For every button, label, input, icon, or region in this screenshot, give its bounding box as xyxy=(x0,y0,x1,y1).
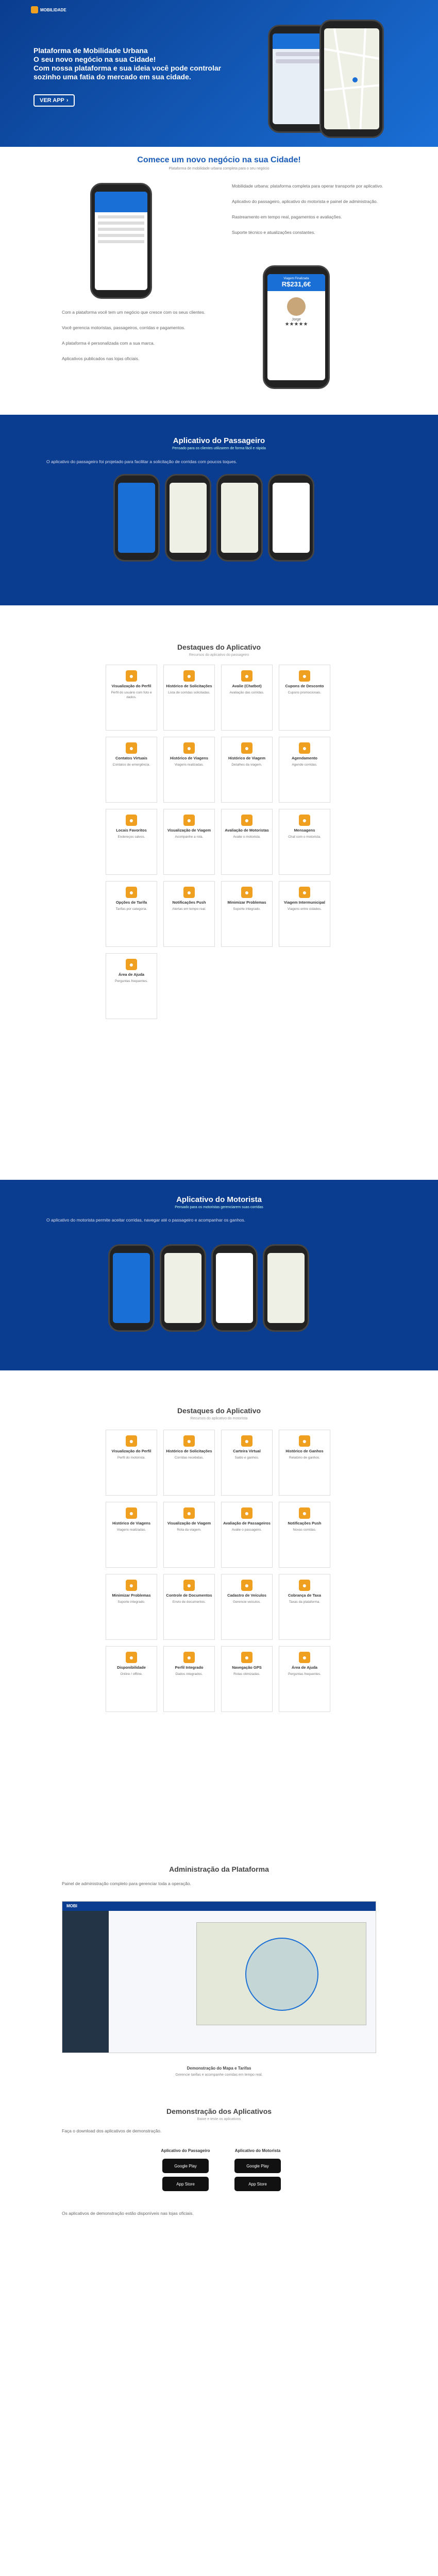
feature-title: Cadastro de Veículos xyxy=(227,1593,266,1598)
driver-phone-3 xyxy=(211,1244,258,1332)
money-icon: ● xyxy=(126,887,137,898)
feature-desc: Cupons promocionais. xyxy=(288,691,322,694)
feature-desc: Relatório de ganhos. xyxy=(289,1456,320,1460)
rating-icon: ● xyxy=(241,815,252,826)
feature-title: Mensagens xyxy=(294,828,315,833)
doc-icon: ● xyxy=(183,1580,195,1591)
feature-title: Visualização de Viagem xyxy=(167,828,211,833)
passenger-feature-card xyxy=(221,809,273,875)
intro-right-p0: Mobilidade urbana: plataforma completa para operar transporte por aplicativo. xyxy=(232,183,383,189)
feature-desc: Perguntas frequentes. xyxy=(288,1672,321,1676)
driver-feature-card xyxy=(163,1502,215,1568)
feature-desc: Online / offline. xyxy=(120,1672,143,1676)
passenger-phone-2 xyxy=(165,474,211,562)
passenger-feature-card xyxy=(163,665,215,731)
driver-google-play-button[interactable]: Google Play xyxy=(234,2159,281,2173)
intro-left-p2: A plataforma é personalizada com a sua marca. xyxy=(62,341,155,346)
features-d-subtitle: Recursos do aplicativo do motorista xyxy=(190,1417,248,1420)
driver-feature-card xyxy=(221,1646,273,1712)
feature-title: Opções de Tarifa xyxy=(115,900,147,905)
driver-phone-1 xyxy=(108,1244,155,1332)
features-p-subtitle: Recursos do aplicativo do passageiro xyxy=(189,653,249,657)
help-icon: ● xyxy=(126,959,137,970)
intro-phone-right xyxy=(263,265,330,389)
driver-paragraph: O aplicativo do motorista permite aceitar corridas, navegar até o passageiro e acompanhar os ganhos. xyxy=(46,1217,246,1223)
driver-phone-2 xyxy=(160,1244,206,1332)
feature-title: Perfil Integrado xyxy=(175,1665,204,1670)
feature-title: Agendamento xyxy=(291,756,317,760)
demo-title: Demonstração dos Aplicativos xyxy=(166,2107,272,2115)
feature-title: Área de Ajuda xyxy=(118,972,145,977)
feature-desc: Perguntas frequentes. xyxy=(115,979,148,983)
help-icon: ● xyxy=(299,1652,310,1663)
admin-sidebar xyxy=(62,1911,109,2053)
link-icon: ● xyxy=(183,1652,195,1663)
tool-icon: ● xyxy=(241,887,252,898)
avatar xyxy=(287,297,306,316)
hero-phone-front xyxy=(319,20,384,138)
driver-name: Jorge xyxy=(292,318,301,321)
car-icon: ● xyxy=(241,1580,252,1591)
feature-desc: Viagens entre cidades. xyxy=(287,907,322,911)
feature-title: Histórico de Viagens xyxy=(170,756,209,760)
list-icon: ● xyxy=(183,1435,195,1447)
demo-driver-label: Aplicativo do Motorista xyxy=(234,2148,281,2153)
feature-desc: Avalie o passageiro. xyxy=(231,1528,262,1532)
passenger-title: Aplicativo do Passageiro xyxy=(173,436,265,445)
admin-map xyxy=(196,1922,366,2025)
passenger-feature-card xyxy=(221,881,273,947)
feature-desc: Dados integrados. xyxy=(175,1672,203,1676)
driver-feature-card xyxy=(163,1430,215,1496)
bell-icon: ● xyxy=(183,887,195,898)
feature-title: Notificações Push xyxy=(288,1521,322,1526)
driver-feature-card xyxy=(106,1430,157,1496)
feature-desc: Suporte integrado. xyxy=(117,1600,145,1604)
intro-left-p0: Com a plataforma você tem um negócio que cresce com os seus clientes. xyxy=(62,310,206,315)
driver-app-store-button[interactable]: App Store xyxy=(234,2177,281,2191)
route-icon: ● xyxy=(183,1507,195,1519)
star-icon: ● xyxy=(126,815,137,826)
passenger-subtitle: Pensado para os clientes utilizarem de forma fácil e rápida xyxy=(172,447,266,450)
intro-title: Comece um novo negócio na sua Cidade! xyxy=(137,156,301,164)
gps-icon: ● xyxy=(241,1652,252,1663)
passenger-feature-card xyxy=(279,809,330,875)
passenger-section xyxy=(0,415,438,605)
driver-feature-card xyxy=(279,1502,330,1568)
feature-desc: Saldo e ganhos. xyxy=(234,1456,259,1460)
feature-desc: Rota da viagem. xyxy=(177,1528,201,1532)
feature-desc: Endereços salvos. xyxy=(117,835,145,839)
view-app-label: VER APP xyxy=(40,97,64,104)
feature-title: Histórico de Solicitações xyxy=(166,684,212,688)
view-app-button[interactable] xyxy=(33,94,75,107)
passenger-phone-3 xyxy=(216,474,263,562)
admin-caption: Demonstração do Mapa e Tarifas xyxy=(187,2066,251,2071)
feature-title: Histórico de Viagem xyxy=(228,756,265,760)
feature-desc: Avalie o motorista. xyxy=(233,835,261,839)
passenger-feature-card xyxy=(106,737,157,803)
feature-title: Visualização de Viagem xyxy=(167,1521,211,1526)
feature-title: Histórico de Solicitações xyxy=(166,1449,212,1453)
driver-feature-card xyxy=(163,1574,215,1640)
intro-right-p3: Suporte técnico e atualizações constantes. xyxy=(232,230,315,235)
ticket-icon: ● xyxy=(299,670,310,682)
admin-topbar: MOBI xyxy=(62,1902,376,1911)
feature-title: Disponibilidade xyxy=(117,1665,146,1670)
logo-text: MOBILIDADE xyxy=(40,7,66,12)
passenger-feature-card xyxy=(279,881,330,947)
feature-title: Notificações Push xyxy=(172,900,206,905)
driver-feature-card xyxy=(106,1502,157,1568)
driver-feature-card xyxy=(221,1430,273,1496)
demo-subtitle: Baixe e teste os aplicativos xyxy=(197,2117,241,2121)
feature-title: Cupons de Desconto xyxy=(285,684,324,688)
hero-headline: Plataforma de Mobilidade Urbana O seu novo negócio na sua Cidade! Com nossa plataforma e sua ideia você pode controlar sozinho uma fatia do mercado em sua cidade. xyxy=(33,46,222,81)
driver-feature-card xyxy=(279,1646,330,1712)
feature-desc: Tarifas por categoria. xyxy=(115,907,147,911)
feature-title: Navegação GPS xyxy=(232,1665,262,1670)
passenger-app-store-button[interactable]: App Store xyxy=(162,2177,209,2191)
intro-right-p1: Aplicativo do passageiro, aplicativo do motorista e painel de administração. xyxy=(232,199,378,204)
hero-section xyxy=(0,0,438,147)
feature-desc: Avaliação das corridas. xyxy=(229,691,264,694)
driver-subtitle: Pensado para os motoristas gerenciarem suas corridas xyxy=(175,1206,263,1209)
intro-subtitle: Plataforma de mobilidade urbana completa para o seu negócio xyxy=(169,167,269,171)
trip-status: Viagem Finalizada xyxy=(283,277,309,280)
chart-icon: ● xyxy=(299,1435,310,1447)
intro-right-p2: Rastreamento em tempo real, pagamentos e avaliações. xyxy=(232,214,342,219)
intro-left-p3: Aplicativos publicados nas lojas oficiais. xyxy=(62,356,140,361)
rating-stars: ★★★★★ xyxy=(284,321,308,327)
user-icon: ● xyxy=(126,1435,137,1447)
feature-desc: Taxas da plataforma. xyxy=(289,1600,321,1604)
passenger-feature-card xyxy=(106,953,157,1019)
driver-feature-card xyxy=(279,1574,330,1640)
feature-title: Avaliação de Motoristas xyxy=(225,828,269,833)
trip-price: R$231,6€ xyxy=(281,280,311,288)
feature-title: Viagem Intermunicipal xyxy=(284,900,325,905)
driver-title: Aplicativo do Motorista xyxy=(176,1195,262,1204)
features-p-title: Destaques do Aplicativo xyxy=(177,643,261,651)
feature-desc: Lista de corridas solicitadas. xyxy=(168,691,210,694)
passenger-feature-card xyxy=(106,881,157,947)
feature-desc: Contatos de emergência. xyxy=(112,763,150,767)
feature-title: Minimizar Problemas xyxy=(227,900,266,905)
admin-caption-sub: Gerencie tarifas e acompanhe corridas em tempo real. xyxy=(175,2073,263,2077)
feature-title: Histórico de Ganhos xyxy=(285,1449,324,1453)
feature-title: Visualização do Perfil xyxy=(111,684,151,688)
feature-desc: Perfil do usuário com foto e dados. xyxy=(111,691,152,699)
wallet-icon: ● xyxy=(241,1435,252,1447)
feature-title: Minimizar Problemas xyxy=(112,1593,151,1598)
intro-left-p1: Você gerencia motoristas, passageiros, corridas e pagamentos. xyxy=(62,325,186,330)
message-icon: ● xyxy=(299,815,310,826)
driver-feature-card xyxy=(106,1646,157,1712)
logo-icon xyxy=(31,6,38,13)
bell-icon: ● xyxy=(299,1507,310,1519)
features-d-title: Destaques do Aplicativo xyxy=(177,1406,261,1415)
feature-desc: Agende corridas. xyxy=(292,763,317,767)
feature-title: Locais Favoritos xyxy=(116,828,147,833)
rating-icon: ● xyxy=(241,1507,252,1519)
driver-feature-card xyxy=(221,1502,273,1568)
calendar-icon: ● xyxy=(299,742,310,754)
passenger-feature-card xyxy=(106,809,157,875)
feature-title: Controle de Documentos xyxy=(166,1593,212,1598)
driver-feature-card xyxy=(279,1430,330,1496)
demo-passenger-label: Aplicativo do Passageiro xyxy=(161,2148,210,2153)
driver-feature-card xyxy=(221,1574,273,1640)
passenger-feature-card xyxy=(279,737,330,803)
demo-paragraph: Faça o download dos aplicativos de demonstração. xyxy=(62,2128,162,2133)
admin-title: Administração da Plataforma xyxy=(169,1865,269,1873)
passenger-feature-card xyxy=(221,737,273,803)
chat-icon: ● xyxy=(241,670,252,682)
power-icon: ● xyxy=(126,1652,137,1663)
driver-section xyxy=(0,1180,438,1370)
brand-logo[interactable] xyxy=(31,6,66,13)
feature-title: Visualização do Perfil xyxy=(111,1449,151,1453)
feature-desc: Chat com o motorista. xyxy=(288,835,321,839)
feature-title: Cobrança de Taxa xyxy=(288,1593,322,1598)
driver-feature-card xyxy=(163,1646,215,1712)
car-icon: ● xyxy=(299,887,310,898)
admin-panel-screenshot xyxy=(62,1901,376,2053)
feature-title: Histórico de Viagens xyxy=(112,1521,151,1526)
admin-paragraph: Painel de administração completo para gerenciar toda a operação. xyxy=(62,1881,191,1886)
feature-desc: Novas corridas. xyxy=(293,1528,316,1532)
user-icon: ● xyxy=(126,670,137,682)
driver-phone-4 xyxy=(263,1244,309,1332)
feature-desc: Alertas em tempo real. xyxy=(172,907,206,911)
feature-title: Contatos Virtuais xyxy=(115,756,147,760)
feature-desc: Gerencie veículos. xyxy=(233,1600,261,1604)
money-icon: ● xyxy=(299,1580,310,1591)
map-illustration xyxy=(324,28,379,129)
passenger-google-play-button[interactable]: Google Play xyxy=(162,2159,209,2173)
feature-title: Avalie (Chatbot) xyxy=(232,684,262,688)
feature-desc: Rotas otimizadas. xyxy=(233,1672,260,1676)
list-icon: ● xyxy=(183,670,195,682)
passenger-feature-card xyxy=(163,737,215,803)
feature-title: Carteira Virtual xyxy=(233,1449,261,1453)
passenger-feature-card xyxy=(163,881,215,947)
passenger-paragraph: O aplicativo do passageiro foi projetado para facilitar a solicitação de corridas com poucos toques. xyxy=(46,459,237,464)
map-icon: ● xyxy=(241,742,252,754)
phone-icon: ● xyxy=(126,742,137,754)
intro-phone-left xyxy=(90,183,152,299)
route-icon: ● xyxy=(183,815,195,826)
feature-desc: Corridas recebidas. xyxy=(174,1456,204,1460)
demo-footer-note: Os aplicativos de demonstração estão disponíveis nas lojas oficiais. xyxy=(62,2211,194,2216)
feature-desc: Viagens realizadas. xyxy=(174,763,204,767)
feature-desc: Detalhes da viagem. xyxy=(231,763,262,767)
tool-icon: ● xyxy=(126,1580,137,1591)
passenger-feature-card xyxy=(279,665,330,731)
feature-desc: Acompanhe a rota. xyxy=(175,835,204,839)
clock-icon: ● xyxy=(183,742,195,754)
passenger-feature-card xyxy=(221,665,273,731)
passenger-phone-1 xyxy=(113,474,160,562)
passenger-feature-card xyxy=(106,665,157,731)
feature-title: Área de Ajuda xyxy=(291,1665,318,1670)
chevron-right-icon: › xyxy=(66,97,69,104)
passenger-feature-card xyxy=(163,809,215,875)
clock-icon: ● xyxy=(126,1507,137,1519)
feature-desc: Envio de documentos. xyxy=(172,1600,206,1604)
feature-title: Avaliação de Passageiros xyxy=(223,1521,271,1526)
passenger-phone-4 xyxy=(268,474,314,562)
feature-desc: Perfil do motorista. xyxy=(117,1456,146,1460)
feature-desc: Suporte integrado. xyxy=(233,907,261,911)
feature-desc: Viagens realizadas. xyxy=(116,1528,146,1532)
driver-feature-card xyxy=(106,1574,157,1640)
